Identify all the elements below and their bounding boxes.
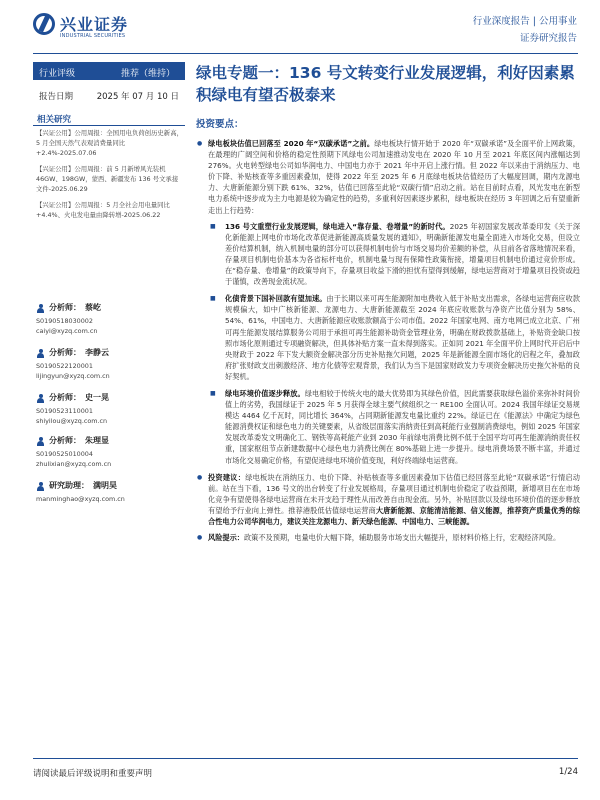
point-lead: 风险提示： xyxy=(208,533,244,543)
key-points-heading: 投资要点： xyxy=(196,119,244,130)
industry-name: 公用事业 xyxy=(538,16,577,27)
analyst-role: 分析师： xyxy=(49,436,81,445)
footer-divider xyxy=(33,758,578,759)
person-icon xyxy=(36,394,45,403)
analyst-card xyxy=(36,436,184,469)
separator: | xyxy=(532,16,536,27)
person-icon xyxy=(36,482,45,491)
analyst-role: 分析师： xyxy=(49,393,81,402)
logo-mark-icon xyxy=(33,13,55,35)
analyst-email[interactable]: manminghao@xyzq.com.cn xyxy=(36,495,125,503)
person-icon xyxy=(36,437,45,446)
point-lead: 化债背景下国补回款有望加速。 xyxy=(225,294,327,304)
rating-label: 行业评级 xyxy=(39,69,76,79)
analyst-name: 李静云 xyxy=(85,348,109,357)
recommended-stocks: 大唐新能源、京能清洁能源、信义能源，推荐资产质量优秀的综合性电力公司华润电力，建议关注龙源电力、新天绿色能源、中国电力、三峡能源。 xyxy=(208,505,580,526)
report-date xyxy=(39,90,185,102)
point-lead: 投资建议： xyxy=(208,472,246,482)
analyst-card xyxy=(36,303,184,336)
sub-point xyxy=(196,293,580,382)
key-point xyxy=(196,138,580,216)
rating-box xyxy=(33,62,185,80)
related-item[interactable]: 【兴证公用】公用周报：全国用电负荷创历史新高，5 月全国天然气表观消费量同比+2.4%-2025.07.06 xyxy=(36,129,183,157)
analyst-email[interactable]: caiyi@xyzq.com.cn xyxy=(36,327,98,335)
report-title: 绿电专题一：136 号文转变行业发展逻辑，利好因素累积绿电有望否极泰来 xyxy=(196,64,575,104)
related-item[interactable]: 【兴证公用】公用周报：前 5 月新增风光装机 46GW、198GW，蒙西、新疆发布 136 号文承接文件-2025.06.29 xyxy=(36,165,179,193)
person-icon xyxy=(36,304,45,313)
analyst-id: S0190525010004 xyxy=(36,450,93,458)
header-divider xyxy=(33,53,578,54)
analyst-email[interactable]: shiyilou@xyzq.com.cn xyxy=(36,417,108,425)
date-value: 2025 年 07 月 10 日 xyxy=(96,92,179,102)
analyst-id: S0190523110001 xyxy=(36,407,93,415)
rating-value: 推荐（维持） xyxy=(120,69,175,79)
analyst-role: 研究助理： xyxy=(49,481,89,490)
report-type: 行业深度报告 xyxy=(472,16,530,27)
date-label: 报告日期 xyxy=(39,92,74,102)
point-text: 政策不及预期，电量电价大幅下降，辅助服务市场支出大幅提升，原材料价格上行，宏观经济风险。 xyxy=(243,533,561,543)
footer-disclaimer[interactable]: 请阅读最后评级说明和重要声明 xyxy=(33,769,153,779)
related-research-title: 相关研究 xyxy=(33,113,185,126)
point-text: 绿电相较于传统火电的最大优势即为其绿色价值，因此需要获取绿色溢价来弥补时间价值上的劣势，我国绿证于 2025 年 5 月获得全球主要气候组织之一 RE100 全面认可。2024 我国年绿证交易规模达 4464 亿千瓦时，同比增长 364%，占同期新能源发电量比重约 22%。绿证已在《能源法》中确定为绿色能源消费权证和绿色电力的关键要素，从省级层面落实消纳责任到高耗能行业强制消费绿电，例如 2025 年国家发展改革委发文明确化工、钢铁等高耗能产业到 2030 年前绿电消费比例不低于全国平均可再生能源消纳责任权重，国家枢纽节点新建数据中心绿色电力消费比例在 80%基础上进一步提升。绿电消费场景不断丰富，并通过市场化交易确定价格，有望促进绿电环境价值变现，利好终端绿电运营商。 xyxy=(225,388,580,465)
investment-advice xyxy=(196,472,580,527)
person-icon xyxy=(36,349,45,358)
sub-point xyxy=(196,221,580,288)
point-text: 2025 年初国家发展改革委印发《关于深化新能源上网电价市场化改革促进新能源高质量发展的通知》，明确新能源发电量全面进入市场化交易，但设立差价结算机制，纳入机制电量的部分可以获得机制电价与市场交易均价差额的补偿，从目前各省落地情况来看，存量项目机制电价基本为各省标杆电价，机制电量与现有保障性政策衔接，增量项目机制电价通过竞价形成。在“稳存量、卷增量”的政策导向下，存量项目收益下滑的担忧有望得到缓解，绿电运营商对于增量项目投资或趋于谨慎，改善现金流状况。 xyxy=(225,221,581,287)
point-text: 由于长期以来可再生能源附加电费收入低于补贴支出需求，各绿电运营商应收款规模偏大，如中广核新能源、龙源电力、大唐新能源截至 2024 年底应收账款与净资产比值分别为 58%、54%、61%，中国电力、大唐新能源应收账款额高于公司市值。2022 年国家电网、南方电网已成立北京、广州可再生能源发展结算服务公司用于承担可再生能源补助资金管理业务，明确在财政拨款基础上，补贴资金缺口按照市场化原则通过专项融资解决，但具体补贴方案一直未得到落实。正如同 2021 年全面平价上网时代开启后中央财政于 2022 年下发大额资金解决部分历史补贴拖欠问题，2025 年是新能源全面市场化的启程之年，叠加政府扩张财政支出刺激经济、地方化债等宏观背景，我们认为当下是国家财政发力专项资金解决历史拖欠补贴的良好契机。 xyxy=(225,294,580,381)
analyst-name: 史一晃 xyxy=(85,393,109,402)
sub-point xyxy=(196,388,580,466)
page-number: 1/24 xyxy=(558,767,578,777)
analyst-email[interactable]: zhulixian@xyzq.com.cn xyxy=(36,460,112,468)
report-body xyxy=(196,138,580,548)
analyst-name: 满明昊 xyxy=(93,481,117,490)
analyst-card xyxy=(36,481,184,504)
analyst-role: 分析师： xyxy=(49,348,81,357)
analyst-id: S0190518030002 xyxy=(36,317,93,325)
analyst-role: 分析师： xyxy=(49,303,81,312)
related-research-list xyxy=(36,128,184,226)
analyst-card xyxy=(36,348,184,381)
risk-warning xyxy=(196,532,580,543)
main-header xyxy=(196,62,580,130)
logo-name: 兴业证券 xyxy=(60,15,129,34)
analyst-email[interactable]: lijingyun@xyzq.com.cn xyxy=(36,372,110,380)
company-logo xyxy=(33,12,133,44)
logo-english: INDUSTRIAL SECURITIES xyxy=(60,33,126,39)
point-lead: 绿电板块估值已回落至 2020 年“双碳承诺”之前。 xyxy=(208,139,375,148)
point-lead: 136 号文重塑行业发展逻辑，绿电进入“靠存量、卷增量”的新时代。 xyxy=(225,221,450,231)
department: 证券研究报告 xyxy=(519,33,577,44)
related-item[interactable]: 【兴证公用】公用周报：5 月全社会用电量同比+4.4%、火电发电量由降转增-2025.06.22 xyxy=(36,201,170,219)
point-text: 绿电板块在消纳压力、电价下降、补贴核查等多重因素叠加下估值已经回落至此轮“双碳承诺”行情启动前。站在当下看，136 号文的出台转变了行业发展格局，存量项目通过机制电价稳定了收益预期，新增项目在在市场化竞争有望使得各绿电运营商在未开支趋于理性从而改善自由现金流。另外，补贴回款以及绿电环境价值的逐步释放有望给予行业向上弹性。推荐港股低估值绿电运营商 xyxy=(208,472,580,515)
analyst-id: S0190522120001 xyxy=(36,362,93,370)
page-header xyxy=(0,0,600,50)
point-text: 绿电板块行情开始于 2020 年“双碳承诺”及全面平价上网政策，在最理的广阔空间和价格的稳定性预期下风绿电公司加速推动发电在 2020 年 10 月至 2021 年底区间内涨幅达到 276%。火电转型绿电公司如华润电力、中国电力亦于 2021 年中开启上涨行情。但 2022 年以来由于消纳压力、电价下降、补贴核查等多重因素叠加，使得 2022 年至 2025 年 6 月底绿电板块估值经历了大幅度回调，期内龙源电力、大唐新能源分别下跌 61%、32%，估值已回落至此轮“双碳行情”启动之前。站在目前时点看，风光发电在新型电力系统中逐步成为主力电源是较为确定性的趋势，多重利好因素逐步累积，绿电板块在经历 3 年回调之后有望重新走出上行趋势： xyxy=(208,139,580,215)
report-category xyxy=(473,13,577,47)
point-lead: 绿电环境价值逐步释放。 xyxy=(225,388,305,398)
analyst-name: 朱理显 xyxy=(85,436,109,445)
analyst-name: 蔡屹 xyxy=(85,303,101,312)
analyst-card xyxy=(36,393,184,426)
